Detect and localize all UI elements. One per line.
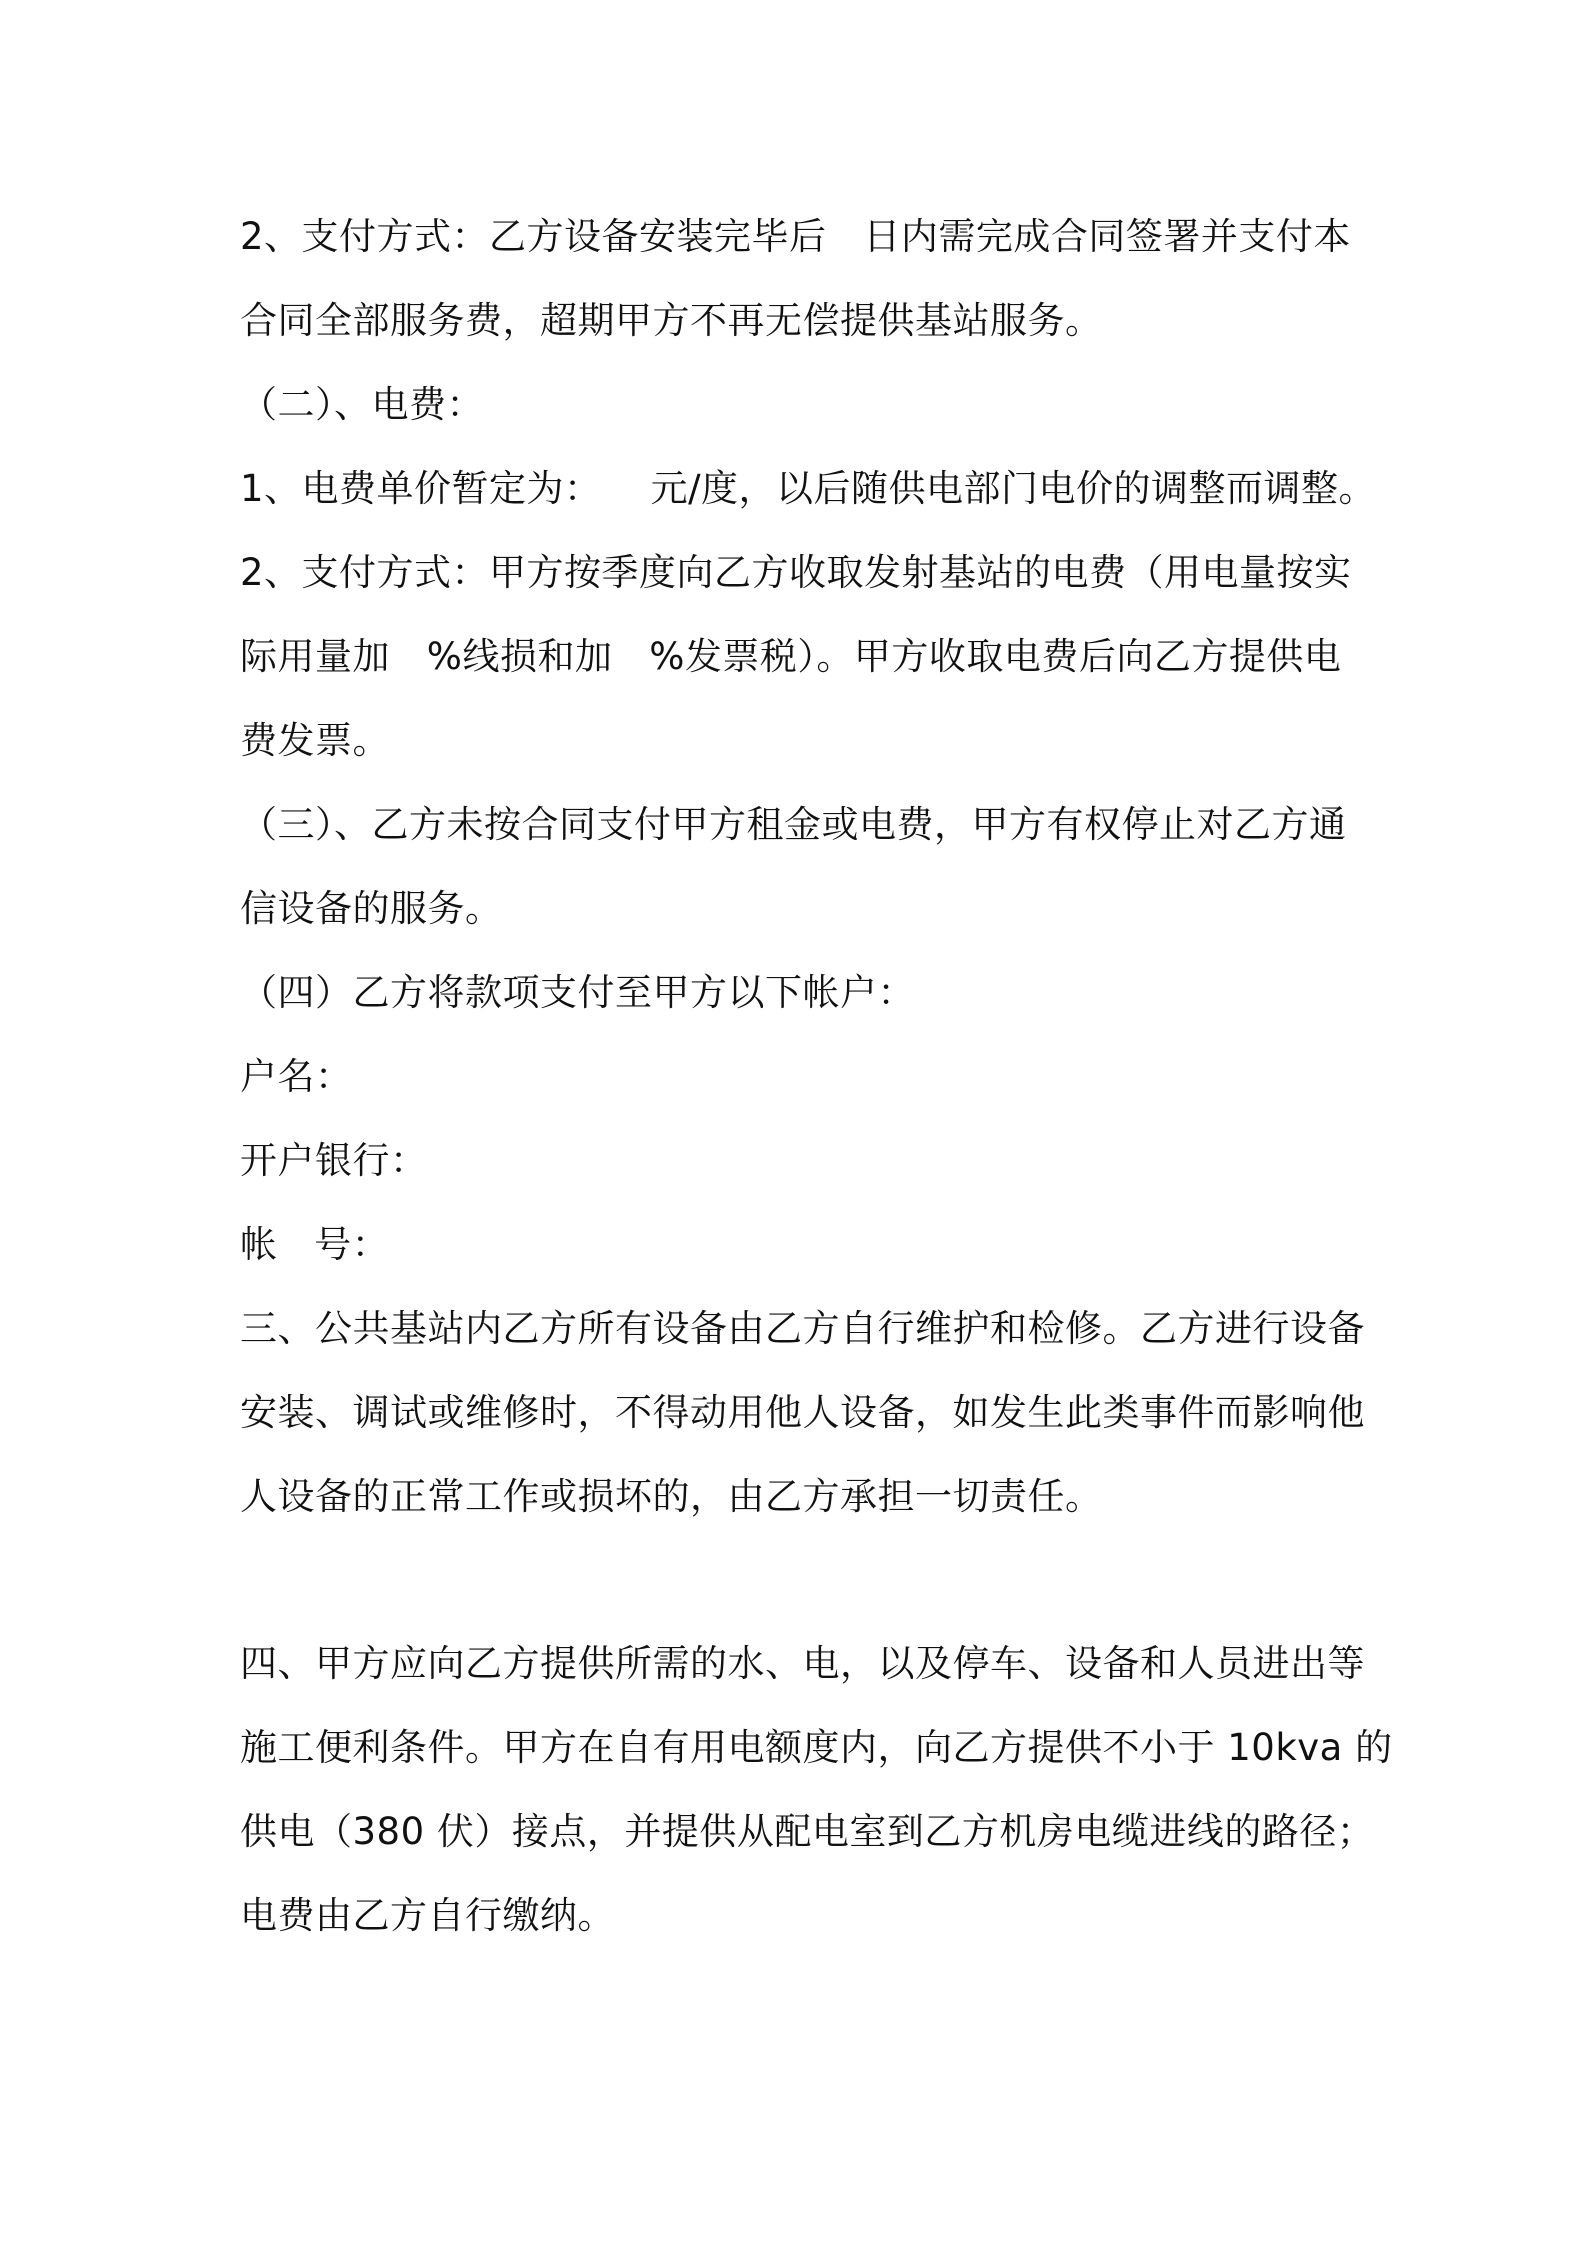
account-number-field: 帐 号： — [240, 1223, 390, 1266]
paragraph-gap — [240, 1539, 1390, 1622]
article-3-line-3: 人设备的正常工作或损坏的，由乙方承担一切责任。 — [240, 1475, 1103, 1518]
account-name-field: 户名： — [240, 1055, 353, 1098]
electricity-payment-line-1: 2、支付方式：甲方按季度向乙方收取发射基站的电费（用电量按实 — [240, 551, 1352, 594]
document-body — [240, 195, 1393, 1958]
electricity-payment-line-3: 费发票。 — [240, 719, 390, 762]
article-3-line-2: 安装、调试或维修时，不得动用他人设备，如发生此类事件而影响他 — [240, 1391, 1365, 1434]
clause-2-payment-line-2: 合同全部服务费，超期甲方不再无偿提供基站服务。 — [240, 299, 1103, 342]
section-4-heading: （四）乙方将款项支付至甲方以下帐户： — [240, 971, 915, 1014]
section-3-line-2: 信设备的服务。 — [240, 887, 503, 930]
section-electricity-heading: （二）、电费： — [240, 383, 484, 426]
bank-name-field: 开户银行： — [240, 1139, 428, 1182]
article-4-line-3: 供电（380 伏）接点，并提供从配电室到乙方机房电缆进线的路径； — [240, 1810, 1375, 1853]
article-4-line-2: 施工便利条件。甲方在自有用电额度内，向乙方提供不小于 10kva 的 — [240, 1726, 1393, 1769]
section-3-line-1: （三）、乙方未按合同支付甲方租金或电费，甲方有权停止对乙方通 — [240, 803, 1347, 846]
article-3-line-1: 三、公共基站内乙方所有设备由乙方自行维护和检修。乙方进行设备 — [240, 1307, 1365, 1350]
electricity-unit-price-line: 1、电费单价暂定为： 元/度，以后随供电部门电价的调整而调整。 — [240, 467, 1377, 510]
clause-2-payment-line-1: 2、支付方式：乙方设备安装完毕后 日内需完成合同签署并支付本 — [240, 215, 1351, 258]
article-4-line-4: 电费由乙方自行缴纳。 — [240, 1894, 615, 1937]
electricity-payment-line-2: 际用量加 %线损和加 %发票税）。甲方收取电费后向乙方提供电 — [240, 635, 1342, 678]
article-4-line-1: 四、甲方应向乙方提供所需的水、电，以及停车、设备和人员进出等 — [240, 1642, 1365, 1685]
